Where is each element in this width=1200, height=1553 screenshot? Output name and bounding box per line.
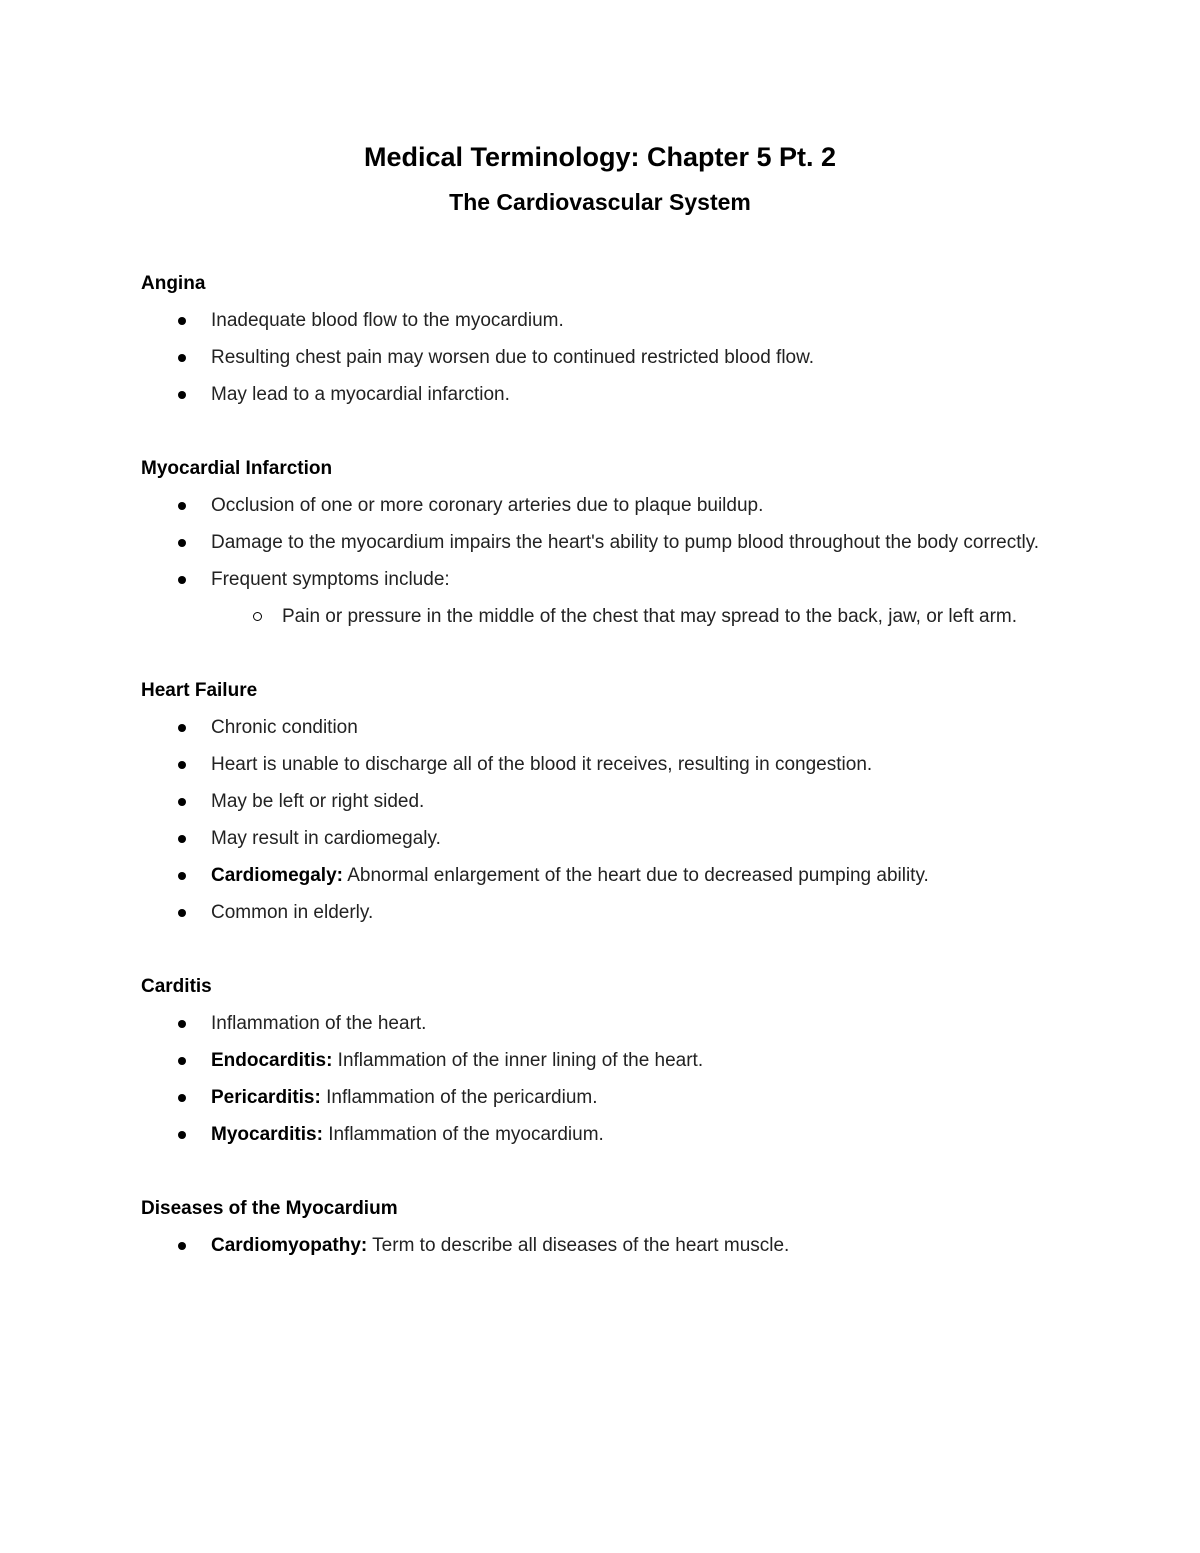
list-item: [141, 746, 1061, 783]
list-item: [141, 1116, 1061, 1153]
bullet-icon: [178, 1094, 186, 1102]
list-item-text: Resulting chest pain may worsen due to continued restricted blood flow.: [211, 347, 815, 368]
list-item: [141, 709, 1061, 746]
term-definition: Abnormal enlargement of the heart due to decreased pumping ability.: [342, 865, 929, 886]
list-item-text: May lead to a myocardial infarction.: [211, 384, 510, 405]
list-item: [141, 1079, 1061, 1116]
list-item: [141, 376, 1061, 413]
hollow-bullet-icon: [253, 612, 262, 621]
bullet-list: [141, 487, 1061, 635]
list-item-text: May result in cardiomegaly.: [211, 828, 441, 849]
bullet-icon: [178, 835, 186, 843]
bullet-icon: [178, 391, 186, 399]
list-item: [141, 1042, 1061, 1079]
list-item-text: Damage to the myocardium impairs the heart's ability to pump blood throughout the body correctly.: [211, 532, 1040, 553]
term-label: Myocarditis:: [211, 1124, 323, 1145]
bullet-icon: [178, 1242, 186, 1250]
list-item: [141, 1005, 1061, 1042]
term-label: Cardiomegaly:: [211, 865, 343, 886]
bullet-icon: [178, 354, 186, 362]
section-heading: Heart Failure: [141, 680, 258, 701]
bullet-icon: [178, 539, 186, 547]
list-item-text: May be left or right sided.: [211, 791, 425, 812]
section-heading: Angina: [141, 273, 206, 294]
bullet-list: [141, 1005, 1061, 1153]
list-item-text: Frequent symptoms include:: [211, 569, 450, 590]
bullet-icon: [178, 1131, 186, 1139]
section-myocardial-infarction: [141, 450, 1061, 635]
bullet-icon: [178, 724, 186, 732]
list-item-text: Inadequate blood flow to the myocardium.: [211, 310, 564, 331]
list-item: [141, 561, 1061, 635]
list-item-text: Chronic condition: [211, 717, 358, 738]
bullet-list: [141, 302, 1061, 413]
term-label: Pericarditis:: [211, 1087, 321, 1108]
section-heading: Carditis: [141, 976, 212, 997]
section-heading: Diseases of the Myocardium: [141, 1198, 398, 1219]
section-heart-failure: [141, 672, 1061, 931]
document-subtitle: The Cardiovascular System: [449, 189, 751, 215]
list-item-text: Inflammation of the heart.: [211, 1013, 427, 1034]
document-body: [141, 265, 1061, 1301]
list-item: [141, 487, 1061, 524]
bullet-icon: [178, 909, 186, 917]
section-carditis: [141, 968, 1061, 1153]
sub-list-item: [141, 598, 1061, 635]
bullet-icon: [178, 1057, 186, 1065]
sub-list-item-text: Pain or pressure in the middle of the chest that may spread to the back, jaw, or left arm.: [282, 606, 1018, 627]
bullet-icon: [178, 761, 186, 769]
bullet-icon: [178, 502, 186, 510]
term-label: Endocarditis:: [211, 1050, 333, 1071]
list-item: [141, 339, 1061, 376]
term-definition: Inflammation of the myocardium.: [322, 1124, 604, 1145]
term-label: Cardiomyopathy:: [211, 1235, 368, 1256]
list-item-text: Common in elderly.: [211, 902, 374, 923]
term-definition: Inflammation of the pericardium.: [320, 1087, 598, 1108]
list-item: [141, 820, 1061, 857]
list-item: [141, 857, 1061, 894]
bullet-icon: [178, 317, 186, 325]
bullet-list: [141, 1227, 1061, 1264]
list-item: [141, 302, 1061, 339]
list-item: [141, 1227, 1061, 1264]
bullet-icon: [178, 798, 186, 806]
section-heading: Myocardial Infarction: [141, 458, 333, 479]
term-definition: Term to describe all diseases of the heart muscle.: [367, 1235, 790, 1256]
section-angina: [141, 265, 1061, 413]
bullet-icon: [178, 1020, 186, 1028]
document-title: Medical Terminology: Chapter 5 Pt. 2: [363, 142, 837, 172]
section-diseases-of-the-myocardium: [141, 1190, 1061, 1264]
list-item: [141, 783, 1061, 820]
bullet-icon: [178, 872, 186, 880]
list-item: [141, 524, 1061, 561]
sub-bullet-list: [141, 598, 1061, 635]
bullet-icon: [178, 576, 186, 584]
term-definition: Inflammation of the inner lining of the heart.: [332, 1050, 704, 1071]
list-item-text: Occlusion of one or more coronary arteries due to plaque buildup.: [211, 495, 764, 516]
list-item: [141, 894, 1061, 931]
list-item-text: Heart is unable to discharge all of the blood it receives, resulting in congestion.: [211, 754, 873, 775]
bullet-list: [141, 709, 1061, 931]
